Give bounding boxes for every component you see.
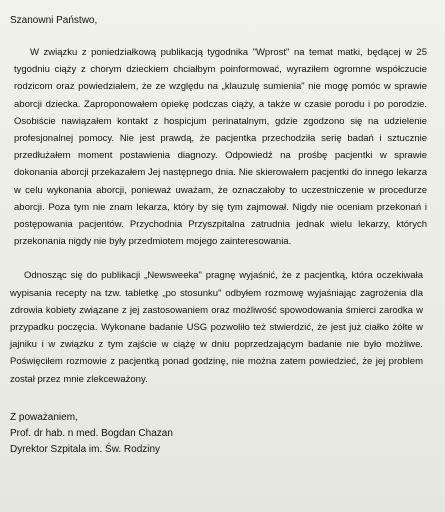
letter-paragraph-2: Odnosząc się do publikacji „Newsweeka" pragnę wyjaśnić, że z pacjentką, która oczekiwała wypisania recepty na tzw. tabletkę „po stosunku" odbyłem rozmowę wyjaśniając zagrożenia dla zdrowia kobiety związane z jej zastosowaniem oraz możliwość spowodowania śmierci zarodka w przypadku poczęcia. Wykonane badanie USG pozwoliło też stwierdzić, że jest już ciałko żółte w jajniku i w związku z tym zajście w ciążę w dniu poprzedzającym badanie nie było możliwe. Poświęciłem rozmowie z pacjentką ponad godzinę, nie można zatem powiedzieć, że jej problem został przez mnie zlekceważony. xyxy=(10,270,423,385)
signature-title: Dyrektor Szpitala im. Św. Rodziny xyxy=(10,443,161,455)
letter-paragraph-1: W związku z poniedziałkową publikacją tygodnika "Wprost" na temat matki, będącej w 25 tygodniu ciąży z chorym dzieckiem chciałbym poinformować, wyraziłem ogromne współczucie rodzicom oraz powiedziałem, że ze względu na „klauzulę sumienia" nie mogę pomóc w sprawie aborcji dziecka. Zaproponowałem opiekę podczas ciąży, a także w czasie porodu i po porodzie. Osobiście nawiązałem kontakt z hospicjum perinatalnym, gdzie zgodzono się na udzielenie profesjonalnej pomocy. Nie jest prawdą, że pacjentka przechodziła serię badań i sztucznie przedłużałem moment postawienia diagnozy. Odpowiedź na prośbę pacjentki w sprawie dokonania aborcji przekazałem Jej następnego dnia. Nie skierowałem pacjentki do innego lekarza w celu wykonania aborcji, ponieważ uważam, że oznaczałoby to uczestniczenie w procedurze aborcji. Poza tym nie znam lekarza, który by się tym zajmował. Nigdy nie oceniam przekonań i postępowania pacjentów. Przychodnia Przyszpitalna zatrudnia jednak wielu lekarzy, których przekonania nigdy nie były przedmiotem mojego zainteresowania. xyxy=(14,47,427,248)
closing-block xyxy=(10,410,433,458)
signature-name: Prof. dr hab. n med. Bogdan Chazan xyxy=(10,427,173,439)
salutation: Szanowni Państwo, xyxy=(10,15,98,26)
closing-phrase: Z poważaniem, xyxy=(10,411,78,423)
